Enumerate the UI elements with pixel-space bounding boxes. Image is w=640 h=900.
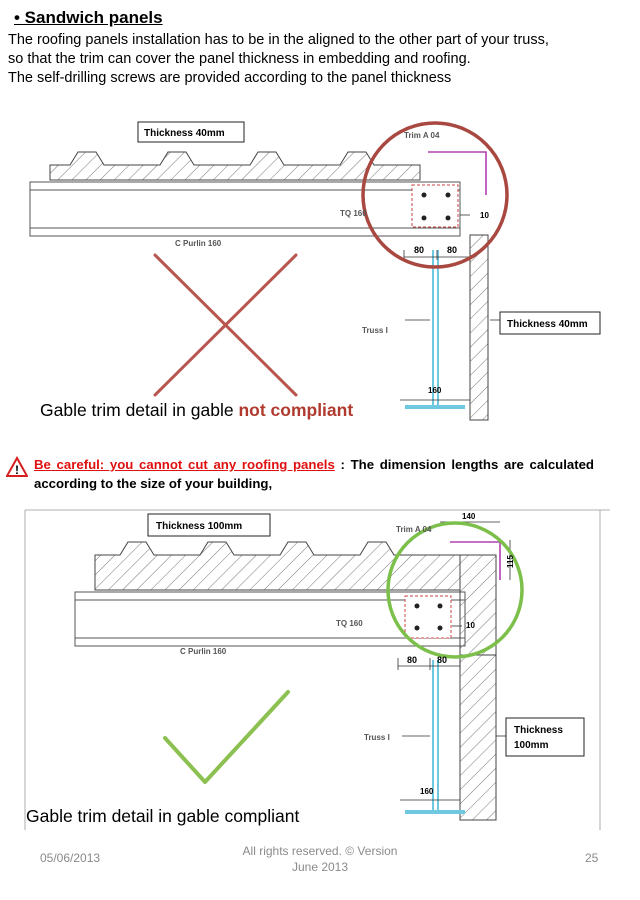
intro-line-1: The roofing panels installation has to be in the aligned to the other part of your truss,	[8, 32, 549, 48]
caption-prefix: Gable trim detail in gable	[40, 400, 239, 420]
dim-160: 160	[428, 386, 442, 395]
warning-red-text: Be careful: you cannot cut any roofing panels	[34, 457, 335, 472]
caption-not-compliant	[40, 400, 353, 421]
bolt-plate	[405, 596, 451, 638]
truss-post	[405, 660, 465, 814]
dim-80-left: 80	[414, 245, 425, 255]
gable-wall	[470, 235, 488, 420]
gable-trim-diagram-not-compliant	[0, 110, 640, 430]
tq-label: TQ 160	[340, 209, 367, 218]
tq-label: TQ 160	[336, 619, 363, 628]
intro-line-3: The self-drilling screws are provided according to the panel thickness	[8, 70, 452, 86]
trim-label: Trim A 04	[404, 131, 440, 140]
compliant-check-mark	[165, 692, 288, 782]
truss-label: Truss I	[362, 326, 388, 335]
svg-text:!: !	[15, 463, 19, 477]
section-heading: • Sandwich panels	[14, 8, 163, 27]
dim-80-right: 80	[437, 655, 448, 665]
gable-wall	[460, 555, 496, 820]
footer-rights-line1: All rights reserved. © Version	[242, 844, 398, 858]
dim-140: 140	[462, 512, 476, 521]
warning-triangle-icon	[6, 456, 28, 478]
c-purlin	[30, 182, 460, 236]
dim-160: 160	[420, 787, 434, 796]
dim-10: 10	[466, 621, 475, 630]
dim-80-right: 80	[447, 245, 458, 255]
panel-thickness-label: Thickness 40mm	[144, 128, 225, 139]
footer-page-number: 25	[585, 851, 599, 865]
footer-date: 05/06/2013	[40, 851, 101, 865]
panel-thickness-label: Thickness 100mm	[156, 521, 243, 532]
wall-thickness-label: Thickness 40mm	[507, 319, 588, 330]
warning-text	[34, 455, 594, 493]
purlin-label: C Purlin 160	[180, 647, 227, 656]
gable-trim-diagram-compliant	[0, 500, 640, 840]
caption-highlight: not compliant	[238, 400, 354, 420]
caption-compliant: Gable trim detail in gable compliant	[26, 806, 300, 826]
wall-thickness-label-line2: 100mm	[514, 740, 549, 751]
purlin-label: C Purlin 160	[175, 239, 222, 248]
roof-panel	[95, 542, 460, 590]
not-compliant-cross	[155, 255, 296, 395]
trim-label: Trim A 04	[396, 525, 432, 534]
wall-thickness-label-line1: Thickness	[514, 725, 563, 736]
intro-line-2: so that the trim can cover the panel thickness in embedding and roofing.	[8, 51, 471, 67]
footer-rights	[220, 843, 420, 875]
dim-10: 10	[480, 211, 489, 220]
bolt-plate	[412, 185, 458, 227]
dim-115: 115	[506, 555, 515, 568]
truss-label: Truss I	[364, 733, 390, 742]
intro-text	[8, 31, 634, 88]
footer-rights-line2: June 2013	[291, 860, 349, 874]
warning-rest-text: : The dimension lengths are calculated according to the size of your building,	[34, 457, 594, 491]
dim-80-left: 80	[407, 655, 418, 665]
